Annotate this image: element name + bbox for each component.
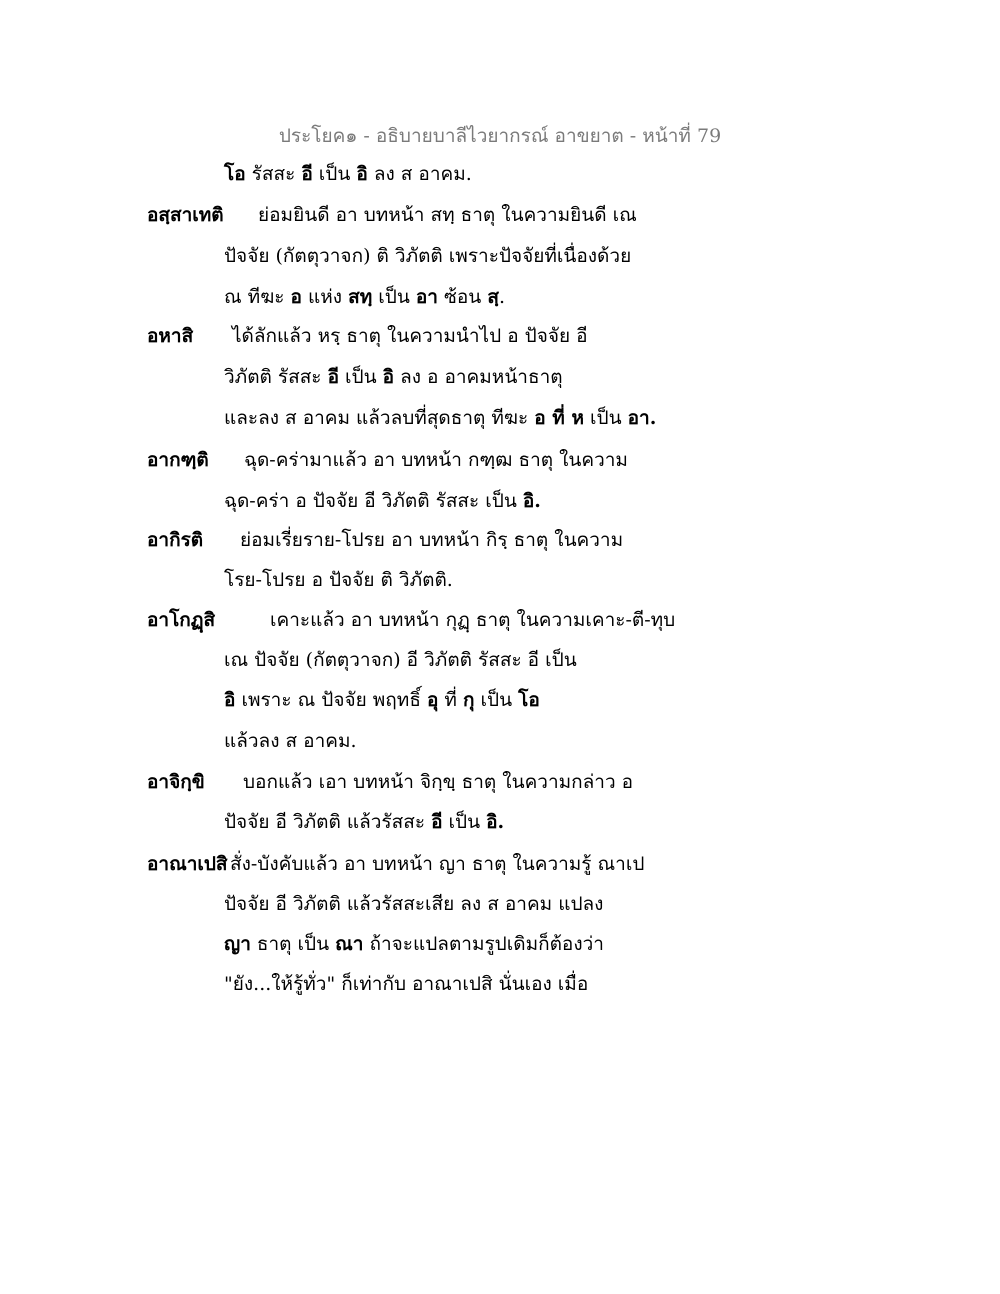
intro-bold: โอ [224, 163, 246, 185]
entry-term: อาณาเปสิ [147, 853, 228, 875]
line-part: เป็น [583, 407, 628, 429]
line-part: ถ้าจะแปลตามรูปเดิมก็ต้องว่า [363, 933, 604, 955]
line-part: ลง อ อาคมหน้าธาตุ [394, 366, 563, 388]
entry-line: ได้ลักแล้ว หรฺ ธาตุ ในความนำไป อ ปัจจัย อี [232, 325, 588, 347]
line-part: เป็น [338, 366, 383, 388]
line-part: และลง ส อาคม แล้วลบที่สุดธาตุ ทีฆะ [224, 407, 535, 429]
line-bold: อี [431, 811, 443, 833]
entry-term: อากิรติ [147, 529, 204, 551]
line-part: เป็น [442, 811, 487, 833]
intro-bold: อี [301, 163, 313, 185]
intro-line [224, 160, 472, 188]
entry-line: สั่ง-บังคับแล้ว อา บทหน้า ญา ธาตุ ในความรู้ ณาเป [230, 853, 645, 875]
entry-line: ปัจจัย อี วิภัตติ แล้วรัสสะเสีย ลง ส อาคม แปลง [224, 893, 604, 915]
line-bold: อ ที่ ห [534, 407, 584, 429]
entry-term: อาโกฏฺสิ [147, 609, 216, 631]
line-bold: สทฺ [348, 286, 373, 308]
entry-term: อากฑฺติ [147, 449, 209, 471]
line-part: ปัจจัย อี วิภัตติ แล้วรัสสะ [224, 811, 432, 833]
entry-term: อหาสิ [147, 325, 194, 347]
line-part: เป็น [474, 689, 519, 711]
line-part: วิภัตติ รัสสะ [224, 366, 328, 388]
line-bold: อิ. [522, 490, 541, 512]
entry-line: เณ ปัจจัย (กัตตุวาจก) อี วิภัตติ รัสสะ อี เป็น [224, 649, 577, 671]
entry-line: แล้วลง ส อาคม. [224, 730, 357, 752]
line-part: ธาตุ เป็น [250, 933, 336, 955]
entry-line [224, 686, 540, 714]
entry-term: อาจิกฺขิ [147, 771, 205, 793]
entry-line [224, 808, 504, 836]
line-bold: อุ [426, 689, 439, 711]
line-bold: อิ [382, 366, 395, 388]
line-bold: อี [327, 366, 339, 388]
entry-line: "ยัง...ให้รู้ทั่ว" ก็เท่ากับ อาณาเปสิ นั่นเอง เมื่อ [224, 973, 589, 995]
entry-line [224, 283, 505, 311]
line-part: ฉุด-คร่า อ ปัจจัย อี วิภัตติ รัสสะ เป็น [224, 490, 523, 512]
intro-text: เป็น [312, 163, 357, 185]
line-bold: โอ [518, 689, 540, 711]
line-bold: อา [415, 286, 438, 308]
entry-line: ย่อมเรี่ยราย-โปรย อา บทหน้า กิรฺ ธาตุ ในความ [240, 529, 624, 551]
line-part: ณ ทีฆะ [224, 286, 291, 308]
line-part: เพราะ ณ ปัจจัย พฤทธิ์ [235, 689, 427, 711]
intro-text: รัสสะ [245, 163, 302, 185]
line-bold: ณา [335, 933, 364, 955]
entry-line [224, 363, 563, 391]
intro-bold: อิ [356, 163, 368, 185]
line-part: แห่ง [301, 286, 349, 308]
line-part: ที่ [438, 689, 463, 711]
page-header: ประโยค๑ - อธิบายบาลีไวยากรณ์ อาขยาต - หน้าที่ 79 [278, 125, 722, 147]
entry-term: อสฺสาเทติ [147, 204, 224, 226]
entry-line [224, 404, 656, 432]
entry-line: เคาะแล้ว อา บทหน้า กุฏฺ ธาตุ ในความเคาะ-ตี-ทุบ [270, 609, 676, 631]
entry-line: ย่อมยินดี อา บทหน้า สทฺ ธาตุ ในความยินดี เณ [258, 204, 637, 226]
line-part: ซ้อน [437, 286, 488, 308]
entry-line: ฉุด-คร่ามาแล้ว อา บทหน้า กฑฺฒ ธาตุ ในความ [244, 449, 628, 471]
line-bold: ญา [224, 933, 251, 955]
line-bold: อ [290, 286, 302, 308]
entry-line [224, 930, 604, 958]
intro-text: ลง ส อาคม. [367, 163, 472, 185]
entry-line [224, 487, 541, 515]
line-bold: อิ [224, 689, 236, 711]
line-bold: สฺ [487, 286, 499, 308]
line-part: . [498, 286, 505, 308]
entry-line: โรย-โปรย อ ปัจจัย ติ วิภัตติ. [224, 569, 453, 591]
entry-line: ปัจจัย (กัตตุวาจก) ติ วิภัตติ เพราะปัจจัยที่เนื่องด้วย [224, 245, 632, 267]
line-bold: อา. [627, 407, 657, 429]
line-bold: กุ [462, 689, 475, 711]
line-part: เป็น [372, 286, 416, 308]
entry-line: บอกแล้ว เอา บทหน้า จิกฺขฺ ธาตุ ในความกล่าว อ [243, 771, 634, 793]
line-bold: อิ. [486, 811, 505, 833]
